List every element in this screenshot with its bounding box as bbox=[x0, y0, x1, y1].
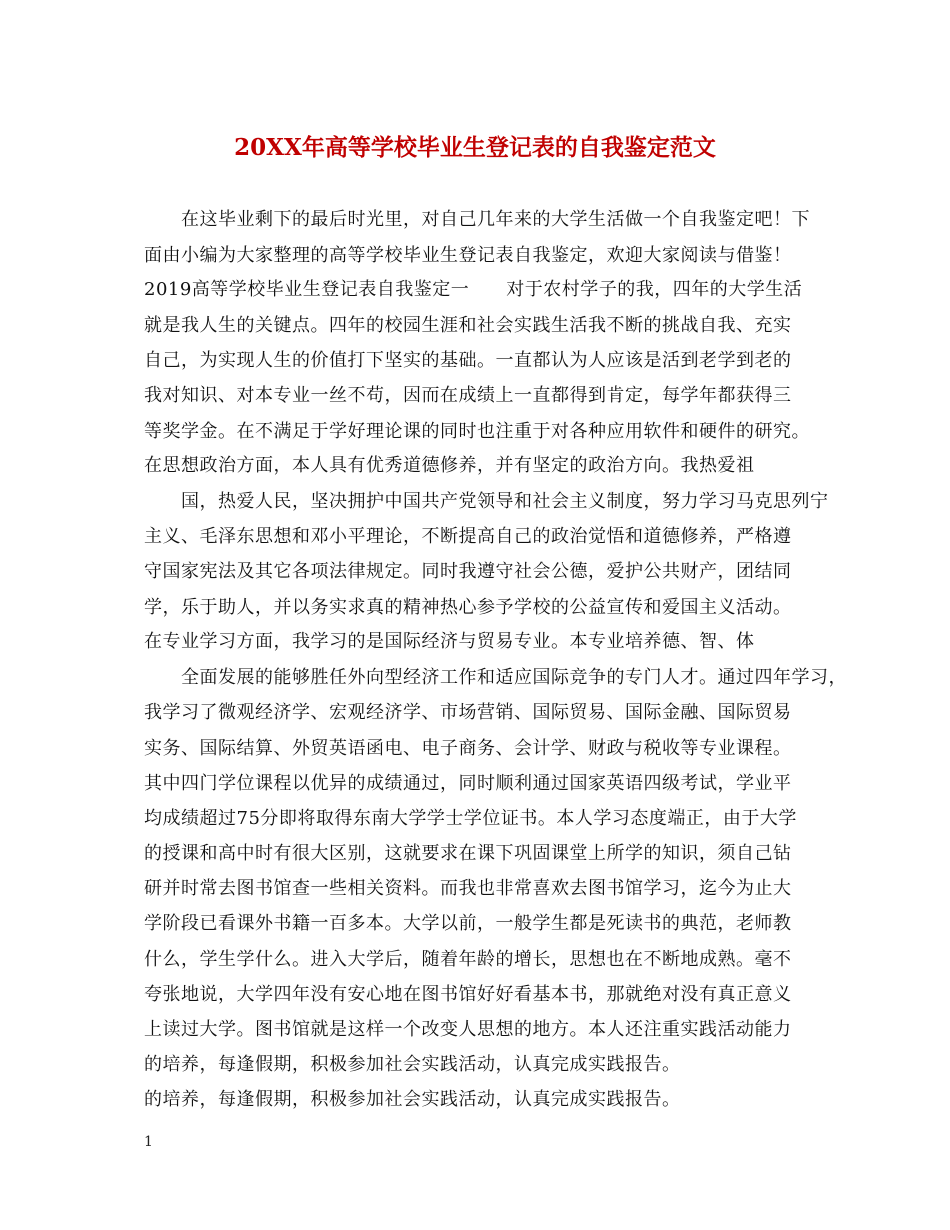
text-line: 的培养，每逢假期，积极参加社会实践活动，认真完成实践报告。 bbox=[144, 1054, 681, 1075]
text-line: 面由小编为大家整理的高等学校毕业生登记表自我鉴定，欢迎大家阅读与借鉴！ bbox=[144, 245, 792, 266]
text-line: 均成绩超过75分即将取得东南大学学士学位证书。本人学习态度端正，由于大学 bbox=[144, 808, 797, 829]
page-number: 1 bbox=[144, 1134, 153, 1150]
text-line: 等奖学金。在不满足于学好理论课的同时也注重于对各种应用软件和硬件的研究。 bbox=[144, 421, 810, 442]
text-line: 上读过大学。图书馆就是这样一个改变人思想的地方。本人还注重实践活动能力 bbox=[144, 1019, 792, 1040]
text-line: 全面发展的能够胜任外向型经济工作和适应国际竞争的专门人才。通过四年学习， bbox=[181, 667, 847, 688]
text-line: 夸张地说，大学四年没有安心地在图书馆好好看基本书，那就绝对没有真正意义 bbox=[144, 984, 792, 1005]
text-line: 我学习了微观经济学、宏观经济学、市场营销、国际贸易、国际金融、国际贸易 bbox=[144, 702, 792, 723]
page-title: 20XX年高等学校毕业生登记表的自我鉴定范文 bbox=[234, 134, 716, 161]
text-line: 守国家宪法及其它各项法律规定。同时我遵守社会公德，爱护公共财产，团结同 bbox=[144, 561, 792, 582]
text-line: 我对知识、对本专业一丝不苟，因而在成绩上一直都得到肯定，每学年都获得三 bbox=[144, 385, 792, 406]
text-line: 2019高等学校毕业生登记表自我鉴定一 对于农村学子的我，四年的大学生活 bbox=[144, 279, 803, 300]
text-line: 主义、毛泽东思想和邓小平理论，不断提高自己的政治觉悟和道德修养，严格遵 bbox=[144, 526, 792, 547]
text-line: 在专业学习方面，我学习的是国际经济与贸易专业。本专业培养德、智、体 bbox=[144, 631, 755, 652]
text-line: 实务、国际结算、外贸英语函电、电子商务、会计学、财政与税收等专业课程。 bbox=[144, 738, 792, 759]
text-line: 在这毕业剩下的最后时光里，对自己几年来的大学生活做一个自我鉴定吧！下 bbox=[181, 209, 810, 230]
text-line: 在思想政治方面，本人具有优秀道德修养，并有坚定的政治方向。我热爱祖 bbox=[144, 455, 755, 476]
text-line: 国，热爱人民，坚决拥护中国共产党领导和社会主义制度，努力学习马克思列宁 bbox=[181, 491, 829, 512]
text-line: 自己，为实现人生的价值打下坚实的基础。一直都认为人应该是活到老学到老的 bbox=[144, 350, 792, 371]
text-line: 研并时常去图书馆查一些相关资料。而我也非常喜欢去图书馆学习，迄今为止大 bbox=[144, 878, 792, 899]
text-line: 什么，学生学什么。进入大学后，随着年龄的增长，思想也在不断地成熟。毫不 bbox=[144, 949, 792, 970]
text-line: 的授课和高中时有很大区别，这就要求在课下巩固课堂上所学的知识，须自己钻 bbox=[144, 843, 792, 864]
text-line: 的培养，每逢假期，积极参加社会实践活动，认真完成实践报告。 bbox=[144, 1089, 681, 1110]
text-line: 就是我人生的关键点。四年的校园生涯和社会实践生活我不断的挑战自我、充实 bbox=[144, 315, 792, 336]
text-line: 学，乐于助人，并以务实求真的精神热心参予学校的公益宣传和爱国主义活动。 bbox=[144, 597, 792, 618]
text-line: 其中四门学位课程以优异的成绩通过，同时顺利通过国家英语四级考试，学业平 bbox=[144, 773, 792, 794]
text-line: 学阶段已看课外书籍一百多本。大学以前，一般学生都是死读书的典范，老师教 bbox=[144, 913, 792, 934]
